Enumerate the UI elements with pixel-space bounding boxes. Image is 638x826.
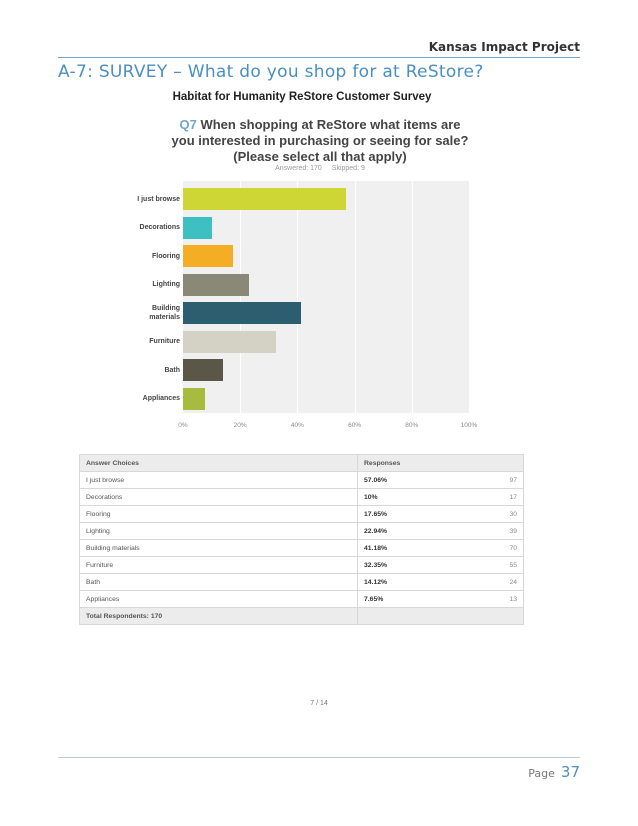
responses-table: [79, 454, 524, 625]
question-text: [170, 117, 470, 165]
response-percent: 41.18%: [358, 540, 482, 557]
table-row: [80, 472, 524, 489]
x-tick-label: 80%: [405, 422, 419, 429]
answer-choice: Bath: [80, 574, 358, 591]
response-count: 55: [481, 557, 524, 574]
page-label: Page: [528, 767, 555, 780]
category-label: Decorations: [139, 224, 180, 231]
category-label: Furniture: [149, 338, 180, 345]
bar-chart-plot: [183, 181, 469, 413]
response-percent: 10%: [358, 489, 482, 506]
response-count: 24: [481, 574, 524, 591]
response-count: 17: [481, 489, 524, 506]
gridline: [297, 181, 298, 413]
bar-appliances: [183, 388, 205, 410]
response-count: 39: [481, 523, 524, 540]
category-label: Lighting: [152, 281, 180, 288]
answer-choice: I just browse: [80, 472, 358, 489]
response-percent: 17.65%: [358, 506, 482, 523]
table-header-row: [80, 455, 524, 472]
gridline: [412, 181, 413, 413]
section-title: A-7: SURVEY – What do you shop for at ReStore?: [58, 62, 484, 82]
table-row: [80, 557, 524, 574]
answer-choice: Flooring: [80, 506, 358, 523]
question-body: When shopping at ReStore what items are you interested in purchasing or seeing for sale? (Please select all that apply): [171, 117, 469, 164]
survey-title: Habitat for Humanity ReStore Customer Survey: [172, 91, 432, 103]
bar-bath: [183, 359, 223, 381]
category-label: I just browse: [137, 195, 180, 203]
bar-lighting: [183, 274, 249, 296]
bar-flooring: [183, 245, 233, 267]
x-tick-label: 60%: [348, 422, 362, 429]
table-row: [80, 489, 524, 506]
category-label: Appliances: [142, 395, 180, 402]
gridline: [355, 181, 356, 413]
question-number: Q7: [179, 117, 197, 132]
bar-furniture: [183, 331, 276, 353]
answer-choice: Decorations: [80, 489, 358, 506]
bar-decorations: [183, 217, 212, 239]
header-rule: [58, 57, 580, 58]
answered-skipped: [170, 165, 470, 172]
category-label: Building materials: [149, 305, 180, 321]
table-total-row: [80, 608, 524, 625]
x-tick-label: 20%: [233, 422, 247, 429]
response-percent: 32.35%: [358, 557, 482, 574]
project-header: Kansas Impact Project: [428, 40, 580, 54]
gridline: [469, 181, 470, 413]
answer-choice: Appliances: [80, 591, 358, 608]
total-respondents: Total Respondents: 170: [80, 608, 358, 625]
gridline: [240, 181, 241, 413]
header-responses: Responses: [358, 455, 524, 472]
x-tick-label: 100%: [460, 422, 478, 429]
page-number: 37: [560, 763, 580, 781]
bar-building-materials: [183, 302, 301, 324]
category-label: Bath: [164, 366, 180, 374]
answer-choice: Building materials: [80, 540, 358, 557]
x-tick-label: 0%: [178, 422, 188, 429]
response-percent: 7.65%: [358, 591, 482, 608]
response-count: 30: [481, 506, 524, 523]
category-label: Flooring: [152, 252, 180, 260]
answer-choice: Furniture: [80, 557, 358, 574]
response-percent: 57.06%: [358, 472, 482, 489]
table-row: [80, 574, 524, 591]
response-count: 13: [481, 591, 524, 608]
header-answer-choices: Answer Choices: [80, 455, 358, 472]
x-tick-label: 40%: [290, 422, 304, 429]
skipped-count: Skipped: 9: [331, 165, 365, 172]
table-row: [80, 540, 524, 557]
table-row: [80, 523, 524, 540]
page-counter: 7 / 14: [310, 700, 328, 707]
table-row: [80, 506, 524, 523]
answer-choice: Lighting: [80, 523, 358, 540]
response-percent: 14.12%: [358, 574, 482, 591]
answered-count: Answered: 170: [275, 165, 322, 172]
response-count: 70: [481, 540, 524, 557]
table-row: [80, 591, 524, 608]
response-percent: 22.94%: [358, 523, 482, 540]
footer-rule: [58, 757, 580, 758]
page-footer: [528, 763, 580, 781]
bar-i-just-browse: [183, 188, 346, 210]
response-count: 97: [481, 472, 524, 489]
